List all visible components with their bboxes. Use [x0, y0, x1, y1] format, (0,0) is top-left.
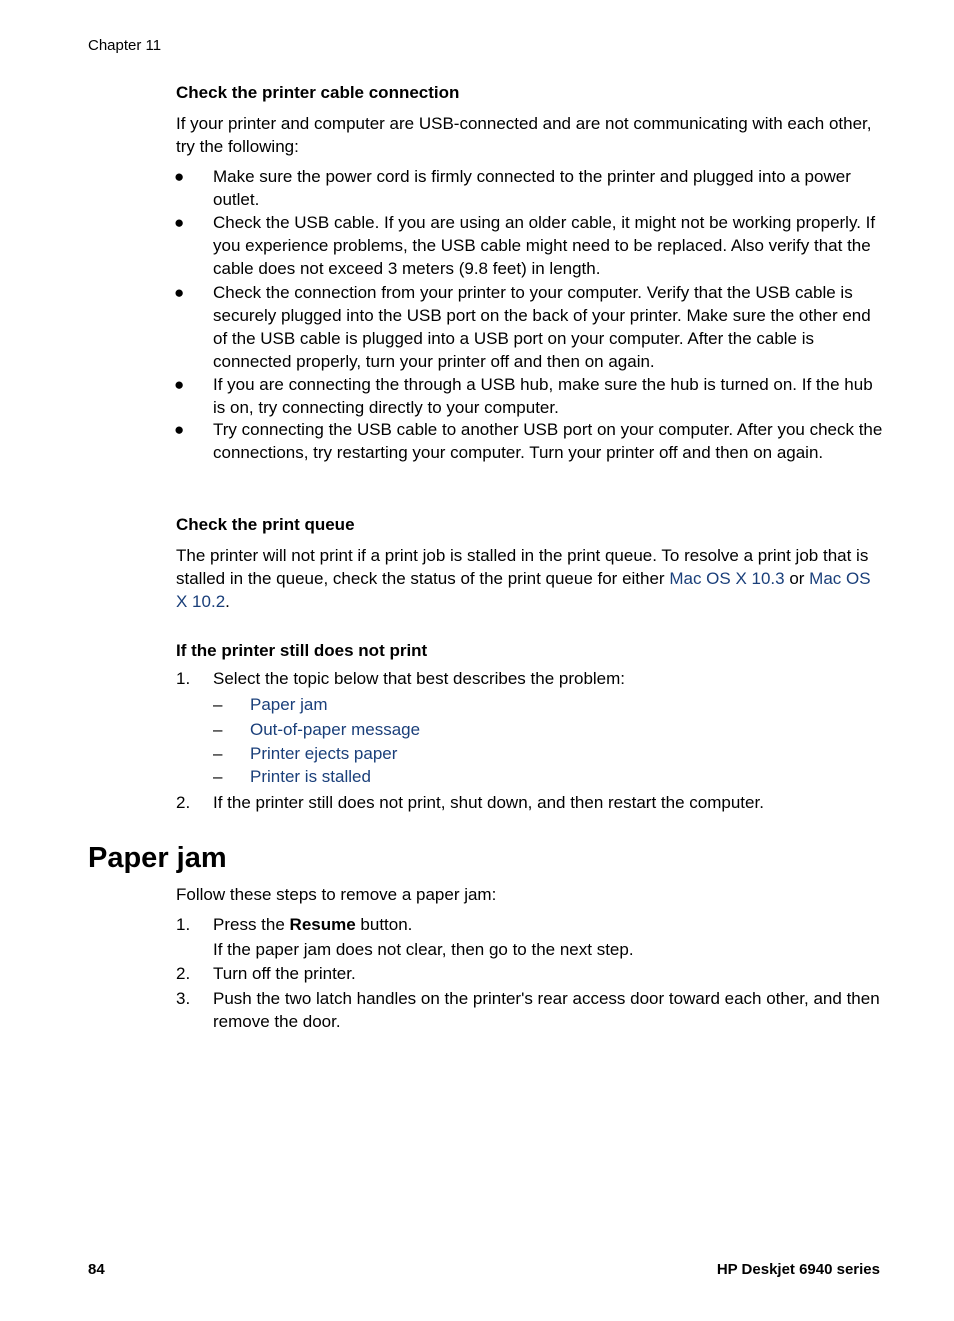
- step-text: If the printer still does not print, shut down, and then restart the computer.: [213, 793, 764, 812]
- bullet-glyph: ●: [174, 283, 185, 302]
- section-heading-cable: Check the printer cable connection: [176, 83, 460, 102]
- mac-os-x-10-2-link[interactable]: Mac OS X 10.2: [176, 569, 871, 611]
- bullet-glyph: ●: [174, 167, 185, 186]
- bullet-glyph: ●: [174, 420, 185, 439]
- step-number: 1.: [176, 915, 191, 934]
- printer-ejects-paper-link[interactable]: Printer ejects paper: [250, 744, 398, 763]
- chapter-label: Chapter 11: [88, 37, 162, 54]
- step-number: 3.: [176, 989, 191, 1008]
- bullet-glyph: ●: [174, 375, 185, 394]
- step-number: 2.: [176, 793, 191, 812]
- queue-text-after: .: [225, 592, 230, 611]
- dash-glyph: –: [213, 767, 223, 786]
- list-item: Check the connection from your printer to your computer. Verify that the USB cable is securely plugged into the USB port on the back of your printer. Make sure the other end of the USB cable is plugged into a USB port on your computer. After the cable is connected properly, turn your printer off and then on again.: [213, 283, 871, 371]
- section-heading-still: If the printer still does not print: [176, 641, 428, 660]
- list-item: Try connecting the USB cable to another USB port on your computer. After you check the connections, try restarting your computer. Turn your printer off and then on again.: [213, 420, 883, 462]
- step-text-part: Press the: [213, 915, 290, 934]
- paper-jam-intro: Follow these steps to remove a paper jam:: [176, 885, 497, 904]
- resume-button-label: Resume: [289, 915, 356, 934]
- step-text: Turn off the printer.: [213, 964, 356, 983]
- cable-intro: If your printer and computer are USB-connected and are not communicating with each other, try the following:: [176, 114, 872, 156]
- queue-text-before: The printer will not print if a print job is stalled in the print queue. To resolve a print job that is stalled in the queue, check the status of the print queue for either: [176, 546, 869, 588]
- step-number: 2.: [176, 964, 191, 983]
- paper-jam-link[interactable]: Paper jam: [250, 695, 328, 714]
- dash-glyph: –: [213, 744, 223, 763]
- step-text-part: button.: [355, 915, 413, 934]
- section-heading-queue: Check the print queue: [176, 515, 355, 534]
- queue-text-mid: or: [784, 569, 810, 588]
- list-item: If you are connecting the through a USB hub, make sure the hub is turned on. If the hub is on, try connecting directly to your computer.: [213, 375, 873, 417]
- step-number: 1.: [176, 669, 191, 688]
- step-note: If the paper jam does not clear, then go to the next step.: [213, 940, 634, 959]
- queue-paragraph: [176, 544, 886, 613]
- out-of-paper-message-link[interactable]: Out-of-paper message: [250, 720, 421, 739]
- list-item: Check the USB cable. If you are using an older cable, it might not be working properly. If you experience problems, the USB cable might need to be replaced. Also verify that the cable does not exceed 3 meters (9.8 feet) in length.: [213, 213, 876, 278]
- bullet-glyph: ●: [174, 213, 185, 232]
- mac-os-x-10-3-link[interactable]: Mac OS X 10.3: [669, 569, 785, 588]
- step-text: Select the topic below that best describes the problem:: [213, 669, 626, 688]
- step-text: Push the two latch handles on the printer's rear access door toward each other, and then remove the door.: [213, 989, 880, 1031]
- product-name: HP Deskjet 6940 series: [716, 1261, 880, 1278]
- list-item: Make sure the power cord is firmly connected to the printer and plugged into a power outlet.: [213, 167, 851, 209]
- page-number: 84: [88, 1261, 105, 1278]
- printer-is-stalled-link[interactable]: Printer is stalled: [250, 767, 371, 786]
- dash-glyph: –: [213, 695, 223, 714]
- page-title: Paper jam: [88, 842, 227, 874]
- step-text: [213, 913, 886, 936]
- dash-glyph: –: [213, 720, 223, 739]
